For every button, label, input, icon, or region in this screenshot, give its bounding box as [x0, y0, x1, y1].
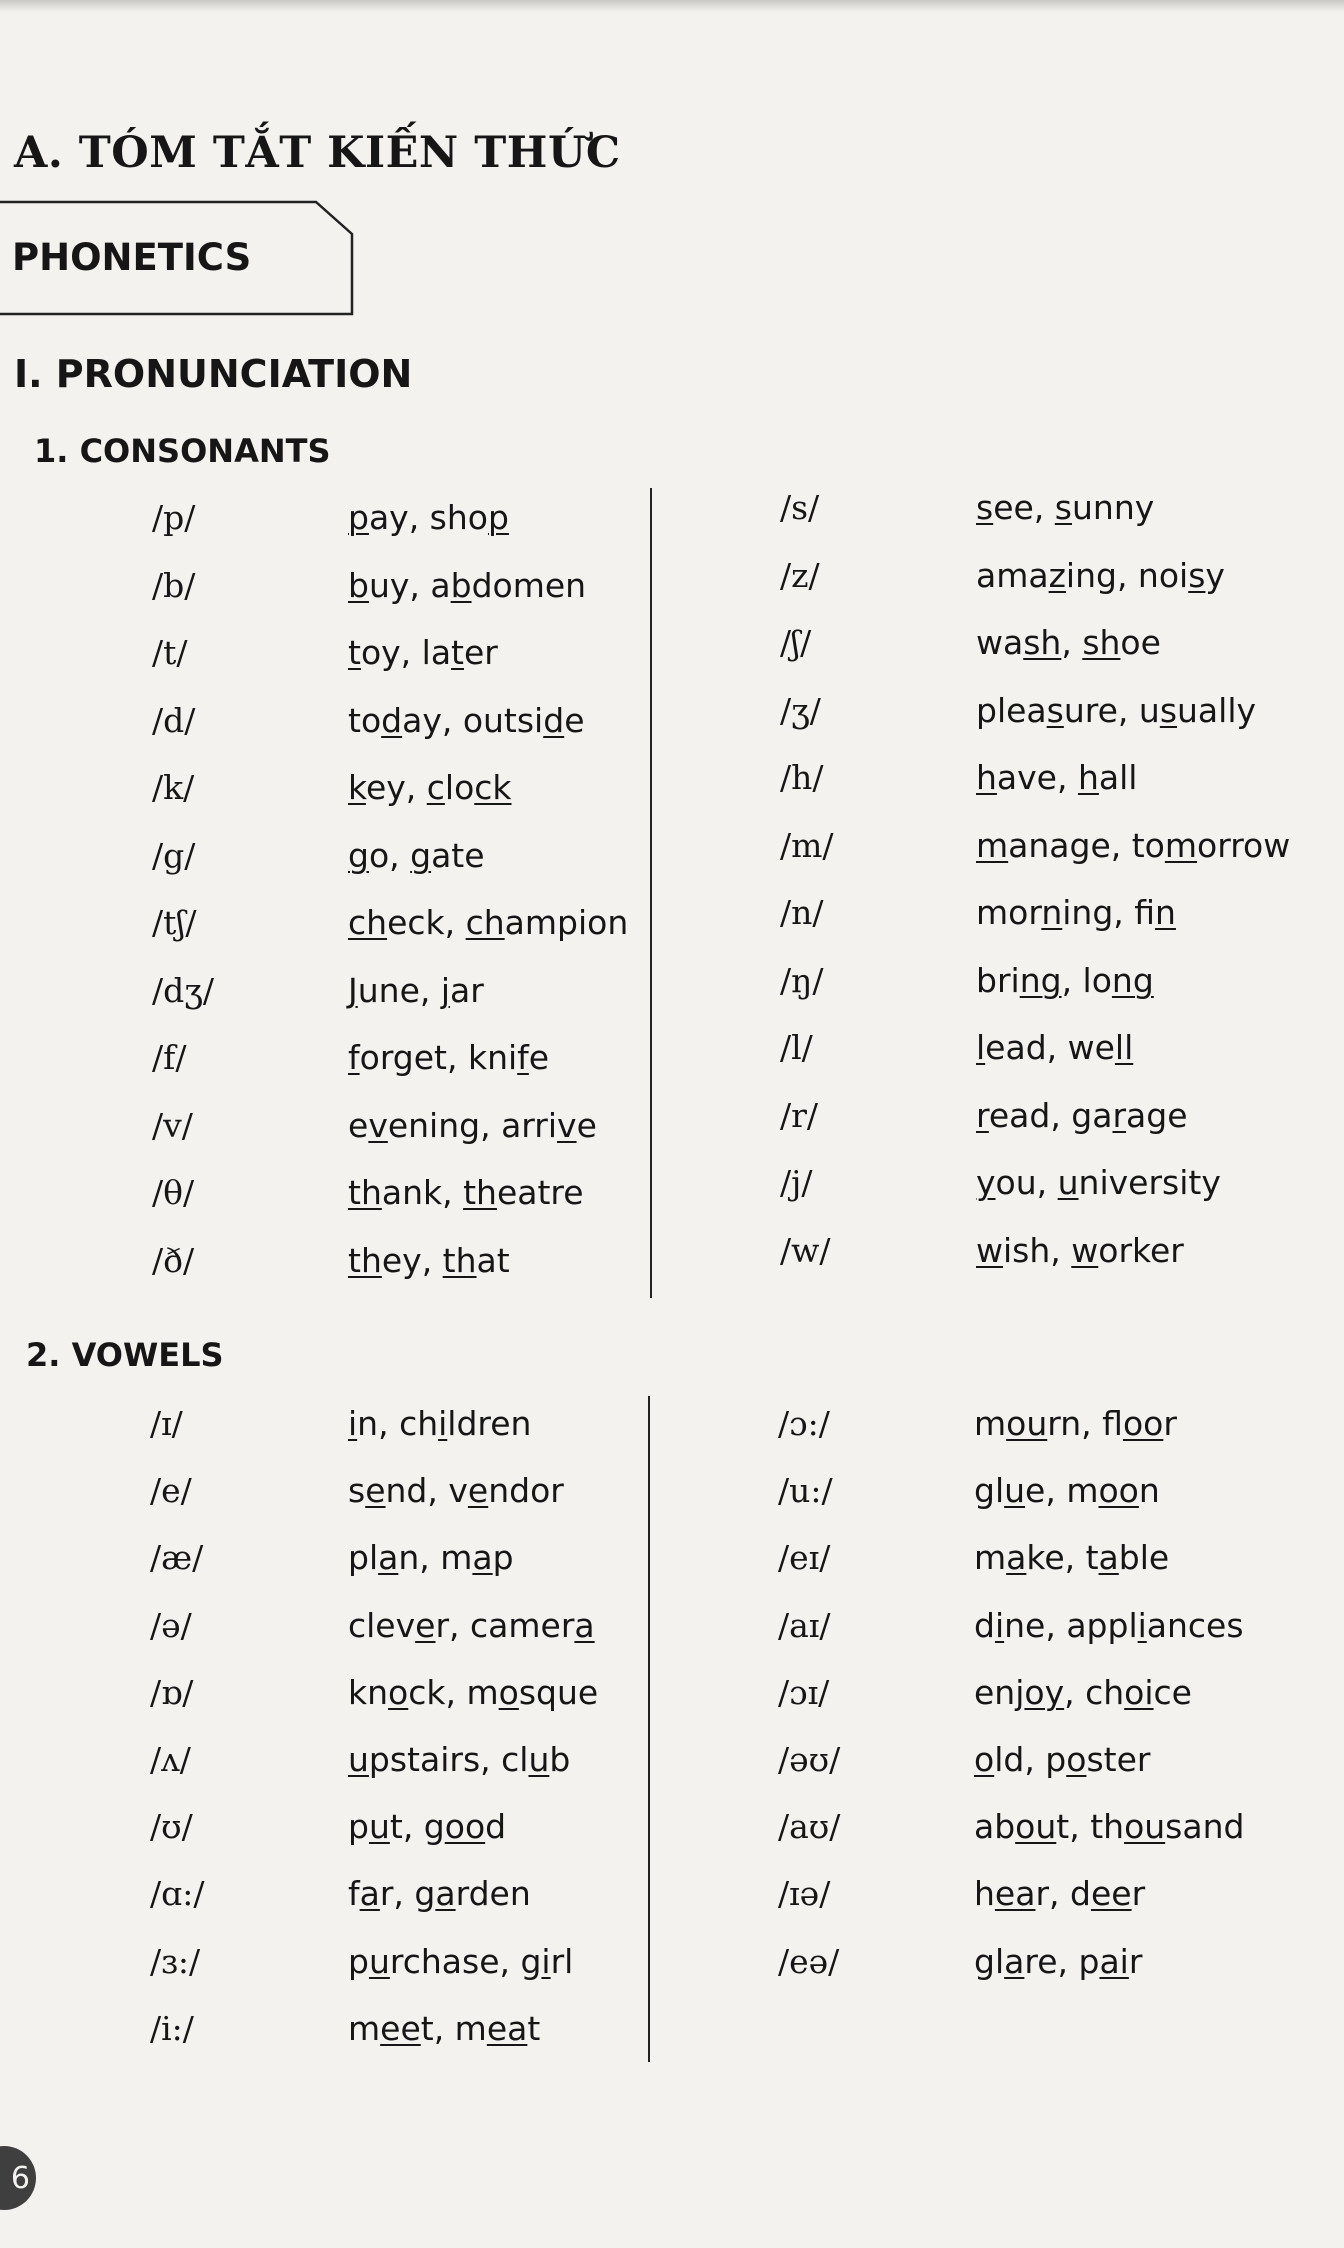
example-words: they, that: [348, 1240, 510, 1280]
vowels-column-divider: [648, 1396, 650, 2062]
example-words: hear, deer: [974, 1874, 1146, 1914]
example-words: make, table: [974, 1538, 1170, 1578]
example-words: you, university: [976, 1163, 1221, 1202]
example-words: put, good: [348, 1807, 507, 1847]
example-words: check, champion: [348, 903, 629, 942]
phonetic-symbol: /p/: [152, 498, 196, 537]
phonetic-symbol: /h/: [780, 758, 824, 797]
example-words: dine, appliances: [974, 1605, 1244, 1645]
phonetic-symbol: /ɒ/: [150, 1672, 194, 1712]
phonetic-symbol: /v/: [152, 1105, 193, 1145]
example-words: pleasure, usually: [976, 690, 1257, 730]
phonetic-symbol: /ɪ/: [150, 1404, 183, 1443]
example-words: plan, map: [348, 1538, 514, 1578]
example-words: read, garage: [976, 1095, 1188, 1135]
phonetic-symbol: /d/: [152, 700, 196, 740]
phonetic-symbol: /aʊ/: [778, 1807, 841, 1847]
phonetic-symbol: /i:/: [150, 2008, 194, 2048]
phonetic-symbol: /n/: [780, 893, 824, 932]
phonetic-symbol: /w/: [780, 1230, 831, 1270]
phonetic-symbol: /e/: [150, 1471, 192, 1511]
phonetic-symbol: /ð/: [152, 1240, 195, 1280]
example-words: go, gate: [348, 835, 485, 875]
example-words: knock, mosque: [348, 1672, 599, 1712]
example-words: forget, knife: [348, 1038, 550, 1077]
example-words: glue, moon: [974, 1471, 1160, 1511]
example-words: bring, long: [976, 960, 1154, 1000]
example-words: meet, meat: [348, 2008, 541, 2048]
phonetic-symbol: /s/: [780, 488, 820, 527]
example-words: morning, fin: [976, 893, 1176, 932]
example-words: glare, pair: [974, 1941, 1143, 1981]
phonetics-label: PHONETICS: [12, 236, 252, 279]
phonetic-symbol: /ʊ/: [150, 1807, 193, 1847]
phonetic-symbol: /θ/: [152, 1173, 195, 1212]
phonetic-symbol: /t/: [152, 633, 188, 672]
example-words: old, poster: [974, 1740, 1151, 1779]
example-words: toy, later: [348, 633, 498, 672]
phonetic-symbol: /b/: [152, 565, 196, 605]
example-words: far, garden: [348, 1874, 531, 1914]
example-words: clever, camera: [348, 1605, 595, 1645]
example-words: have, hall: [976, 758, 1138, 797]
phonetic-symbol: /eə/: [778, 1941, 840, 1981]
phonetics-tab: [0, 200, 358, 316]
phonetic-symbol: /ʃ/: [780, 623, 812, 662]
example-words: mourn, floor: [974, 1404, 1177, 1443]
example-words: see, sunny: [976, 488, 1155, 527]
phonetic-symbol: /ɜ:/: [150, 1941, 201, 1981]
example-words: today, outside: [348, 700, 585, 740]
consonants-column-divider: [650, 488, 652, 1298]
section-heading: A. TÓM TẮT KIẾN THỨC: [14, 128, 621, 178]
example-words: about, thousand: [974, 1807, 1245, 1847]
example-words: evening, arrive: [348, 1105, 597, 1145]
phonetic-symbol: /əʊ/: [778, 1740, 841, 1779]
phonetic-symbol: /f/: [152, 1038, 187, 1077]
example-words: purchase, girl: [348, 1941, 574, 1981]
phonetic-symbol: /tʃ/: [152, 903, 197, 942]
phonetic-symbol: /ə/: [150, 1605, 192, 1645]
phonetic-symbol: /l/: [780, 1028, 813, 1067]
example-words: wash, shoe: [976, 623, 1161, 662]
vowels-heading: 2. VOWELS: [26, 1336, 224, 1374]
page-top-shadow: [0, 0, 1344, 12]
phonetic-symbol: /æ/: [150, 1538, 204, 1578]
example-words: manage, tomorrow: [976, 825, 1291, 865]
phonetic-symbol: /dʒ/: [152, 970, 214, 1010]
example-words: wish, worker: [976, 1230, 1184, 1270]
phonetic-symbol: /eɪ/: [778, 1538, 831, 1578]
consonants-heading: 1. CONSONANTS: [34, 432, 331, 470]
example-words: upstairs, club: [348, 1740, 571, 1779]
example-words: send, vendor: [348, 1471, 564, 1511]
phonetic-symbol: /ŋ/: [780, 960, 824, 1000]
phonetic-symbol: /ɔɪ/: [778, 1672, 830, 1712]
phonetic-symbol: /u:/: [778, 1471, 833, 1511]
pronunciation-heading: I. PRONUNCIATION: [14, 352, 413, 396]
phonetic-symbol: /ɪə/: [778, 1874, 831, 1914]
phonetic-symbol: /r/: [780, 1095, 819, 1135]
phonetic-symbol: /ɑ:/: [150, 1874, 205, 1914]
example-words: enjoy, choice: [974, 1672, 1192, 1712]
page-number: 6: [0, 2146, 36, 2210]
phonetic-symbol: /ʒ/: [780, 690, 821, 730]
phonetic-symbol: /m/: [780, 825, 834, 865]
example-words: buy, abdomen: [348, 565, 587, 605]
phonetic-symbol: /aɪ/: [778, 1605, 831, 1645]
example-words: June, jar: [348, 970, 484, 1010]
example-words: thank, theatre: [348, 1173, 584, 1212]
phonetic-symbol: /ʌ/: [150, 1740, 191, 1779]
phonetic-symbol: /k/: [152, 768, 195, 807]
example-words: amazing, noisy: [976, 555, 1225, 595]
example-words: pay, shop: [348, 498, 509, 537]
phonetic-symbol: /ɔ:/: [778, 1404, 830, 1443]
phonetic-symbol: /j/: [780, 1163, 813, 1202]
phonetic-symbol: /z/: [780, 555, 820, 595]
example-words: lead, well: [976, 1028, 1134, 1067]
example-words: in, children: [348, 1404, 532, 1443]
example-words: key, clock: [348, 768, 512, 807]
phonetic-symbol: /g/: [152, 835, 196, 875]
